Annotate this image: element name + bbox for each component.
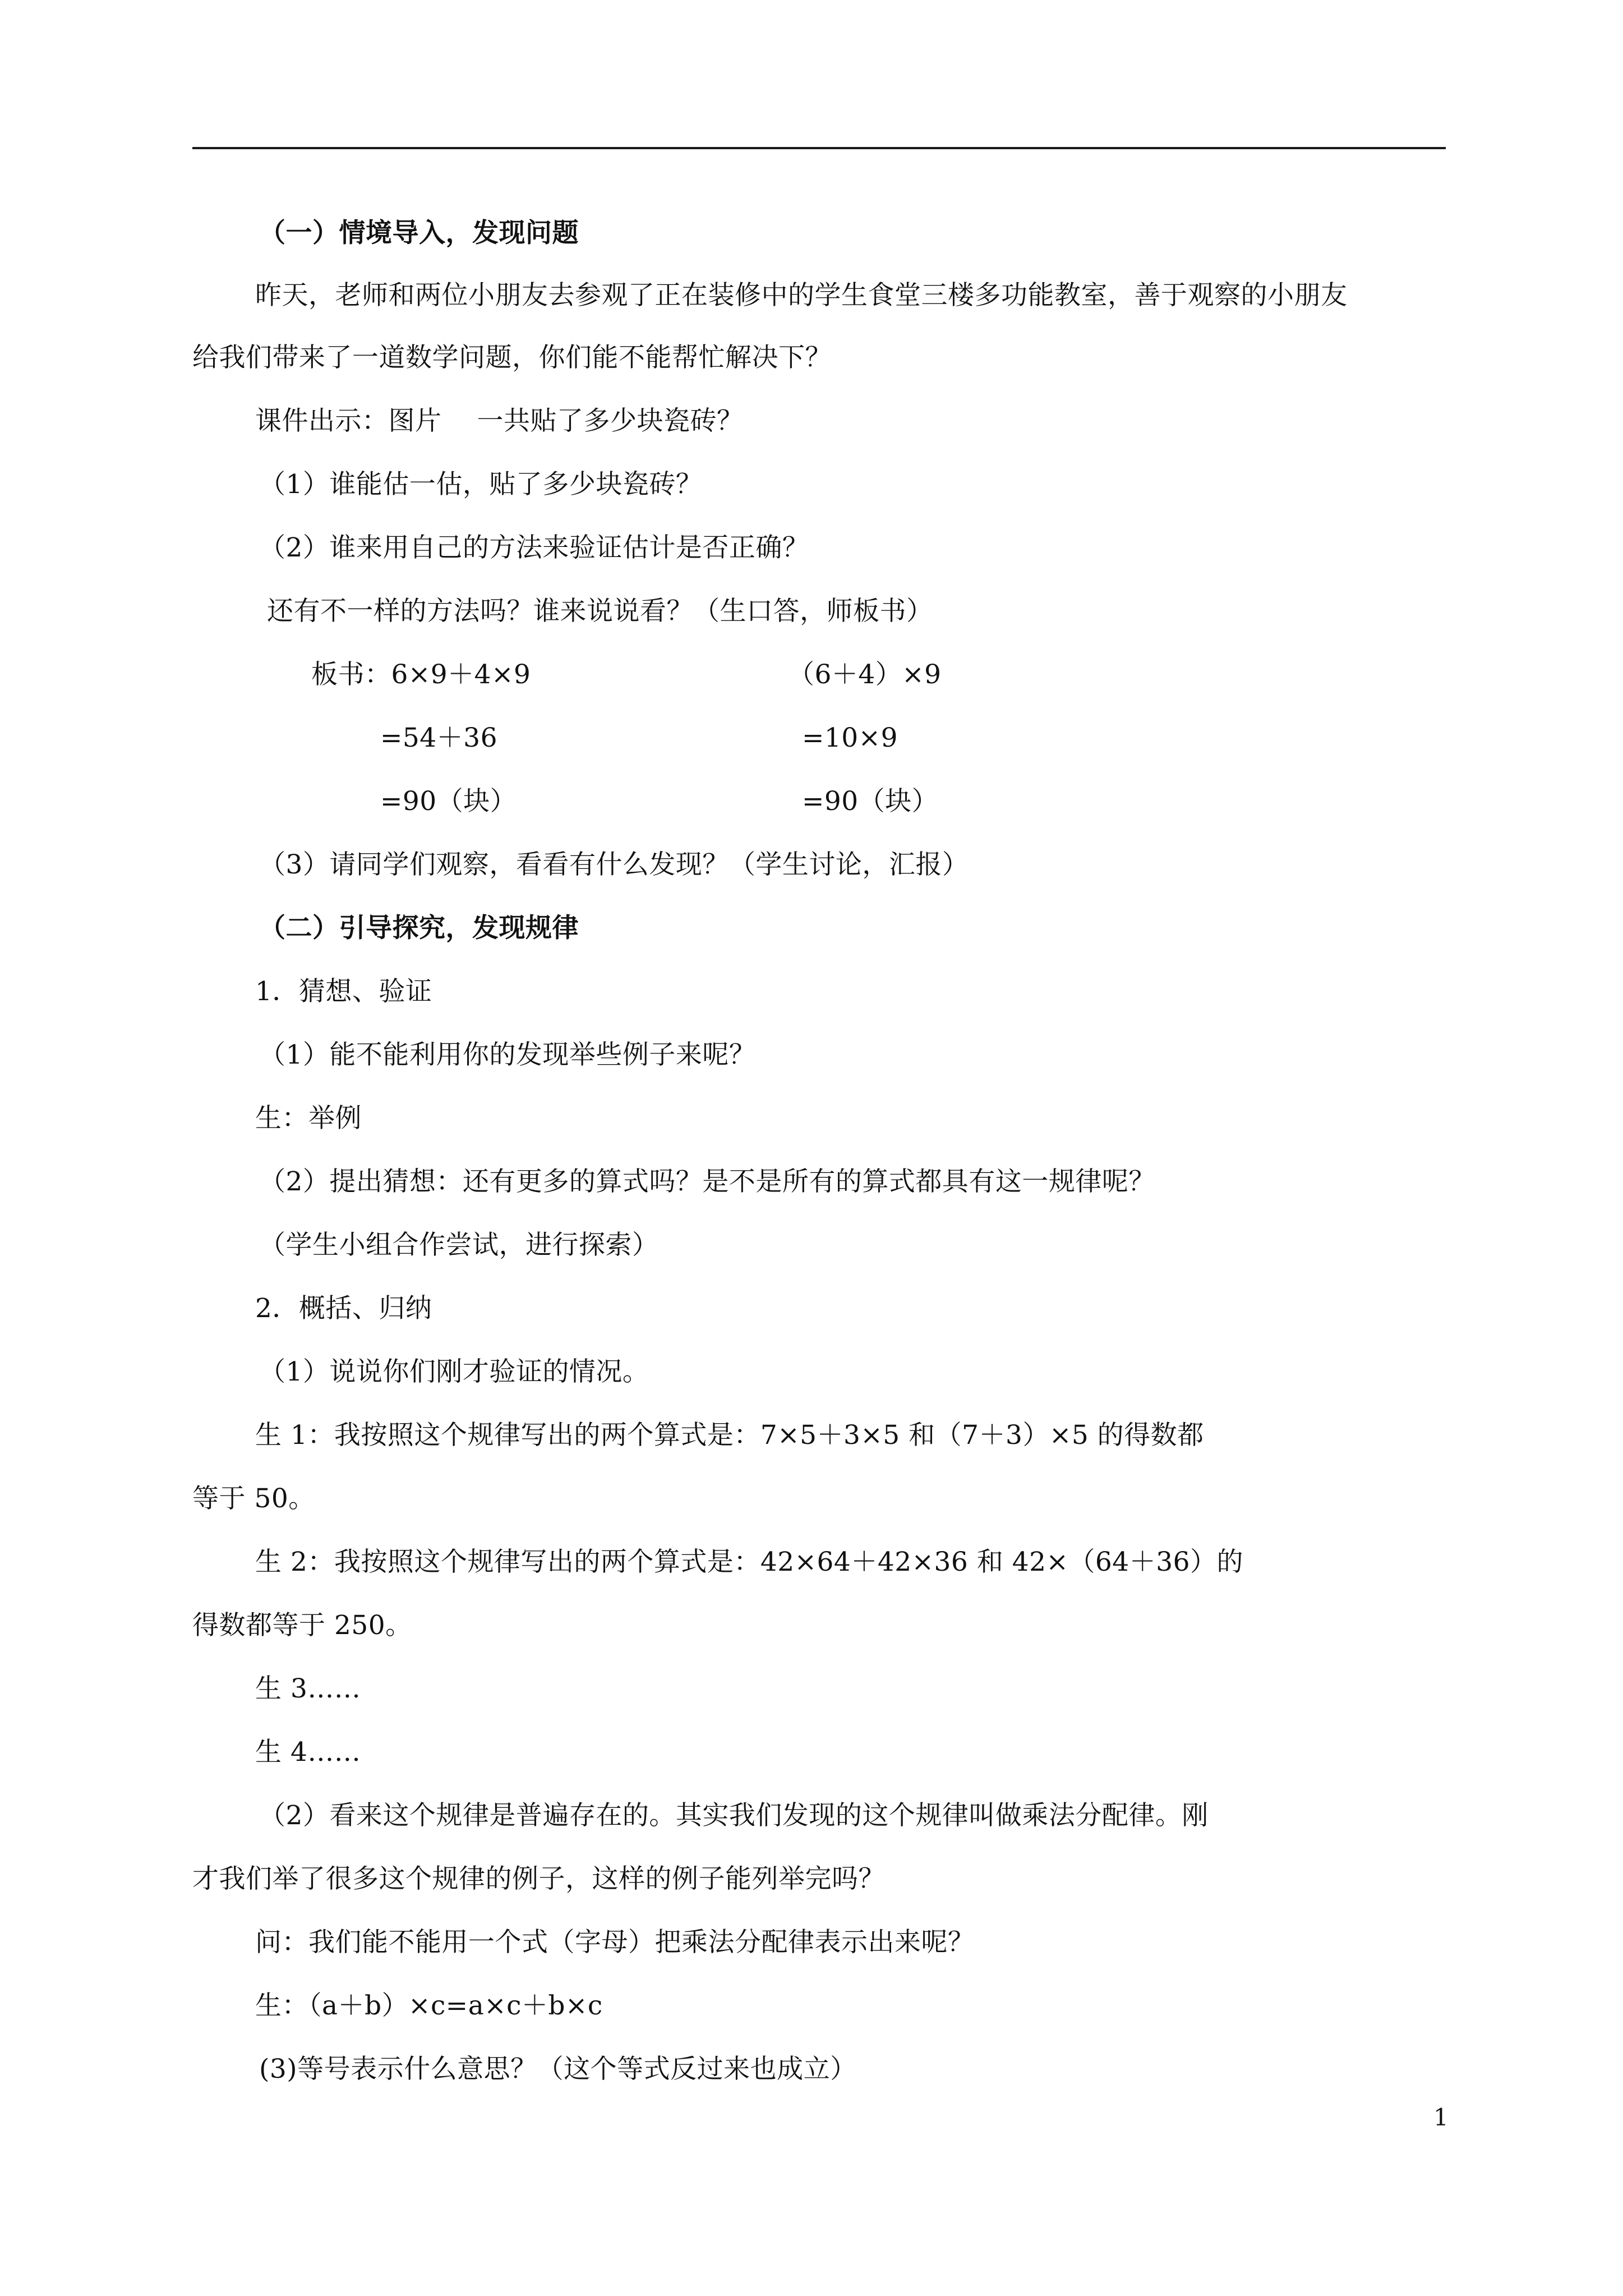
subsection-1-note: （学生小组合作尝试，进行探索） bbox=[259, 1230, 659, 1260]
subsection-2-question-2-line-2: 才我们举了很多这个规律的例子，这样的例子能列举完吗？ bbox=[192, 1864, 885, 1894]
subsection-2-question-3: (3)等号表示什么意思？（这个等式反过来也成立） bbox=[259, 2054, 857, 2085]
teacher-question: 问：我们能不能用一个式（字母）把乘法分配律表示出来呢？ bbox=[255, 1927, 975, 1958]
board-right-line-3: =90（块） bbox=[802, 786, 939, 817]
subsection-2-title: 2．概括、归纳 bbox=[255, 1293, 432, 1324]
other-method-line: 还有不一样的方法吗？谁来说说看？（生口答，师板书） bbox=[267, 596, 933, 627]
subsection-1-question-2: （2）提出猜想：还有更多的算式吗？是不是所有的算式都具有这一规律呢？ bbox=[259, 1166, 1155, 1197]
subsection-2-question-2-line-1: （2）看来这个规律是普遍存在的。其实我们发现的这个规律叫做乘法分配律。刚 bbox=[259, 1800, 1209, 1831]
student-4-answer: 生 4…… bbox=[255, 1737, 361, 1768]
board-left-line-1: 板书：6×9＋4×9 bbox=[311, 659, 531, 690]
subsection-2-question-1: （1）说说你们刚才验证的情况。 bbox=[259, 1356, 649, 1387]
paragraph-intro-line-1: 昨天，老师和两位小朋友去参观了正在装修中的学生食堂三楼多功能教室，善于观察的小朋友 bbox=[255, 280, 1348, 311]
page-number: 1 bbox=[1433, 2104, 1449, 2131]
student-1-answer-line-2: 等于 50。 bbox=[192, 1483, 315, 1514]
board-left-line-2: =54＋36 bbox=[380, 723, 497, 753]
student-2-answer-line-2: 得数都等于 250。 bbox=[192, 1610, 412, 1641]
student-3-answer: 生 3…… bbox=[255, 1673, 361, 1704]
section-1-heading: （一）情境导入，发现问题 bbox=[259, 218, 579, 249]
board-left-line-3: =90（块） bbox=[380, 786, 517, 817]
student-1-answer-line-1: 生 1：我按照这个规律写出的两个算式是：7×5＋3×5 和（7＋3）×5 的得数都 bbox=[255, 1420, 1204, 1451]
courseware-line: 课件出示：图片 一共贴了多少块瓷砖？ bbox=[255, 406, 744, 436]
question-3: （3）请同学们观察，看看有什么发现？（学生讨论，汇报） bbox=[259, 849, 969, 880]
paragraph-intro-line-2: 给我们带来了一道数学问题，你们能不能帮忙解决下？ bbox=[192, 342, 832, 373]
question-2: （2）谁来用自己的方法来验证估计是否正确？ bbox=[259, 532, 809, 563]
formula-line: 生：（a＋b）×c=a×c＋b×c bbox=[255, 1990, 603, 2021]
board-right-line-1: （6＋4）×9 bbox=[788, 659, 942, 690]
subsection-1-title: 1．猜想、验证 bbox=[255, 976, 432, 1007]
student-2-answer-line-1: 生 2：我按照这个规律写出的两个算式是：42×64＋42×36 和 42×（64＋36）的 bbox=[255, 1547, 1244, 1577]
subsection-1-question-1: （1）能不能利用你的发现举些例子来呢？ bbox=[259, 1039, 756, 1070]
subsection-1-answer-1: 生：举例 bbox=[255, 1103, 362, 1134]
board-right-line-2: =10×9 bbox=[802, 723, 898, 753]
header-rule bbox=[192, 147, 1446, 149]
question-1: （1）谁能估一估，贴了多少块瓷砖？ bbox=[259, 469, 703, 500]
section-2-heading: （二）引导探究，发现规律 bbox=[259, 913, 579, 944]
